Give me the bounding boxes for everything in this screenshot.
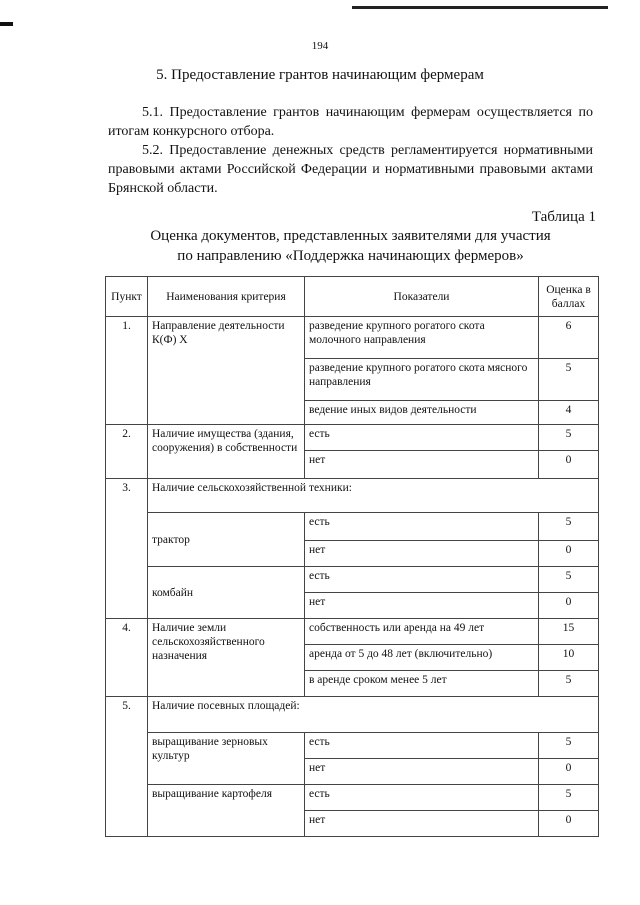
indicator-cell: аренда от 5 до 48 лет (включительно) (305, 645, 539, 671)
paragraph-5-1: 5.1. Предоставление грантов начинающим фермерам осуществляется по итогам конкурсного отбора. (108, 105, 593, 139)
score-cell: 0 (539, 593, 599, 619)
score-cell: 5 (539, 671, 599, 697)
score-cell: 5 (539, 567, 599, 593)
indicator-cell: разведение крупного рогатого скота молочного направления (305, 317, 539, 359)
indicator-cell: есть (305, 785, 539, 811)
section-3-sub-criterion: трактор (148, 513, 305, 567)
top-rule (352, 6, 608, 9)
section-5-sub-criterion: выращивание картофеля (148, 785, 305, 837)
section-1-criterion: Направление деятельности К(Ф) Х (148, 317, 305, 425)
table-row (106, 513, 599, 541)
table-row (106, 479, 599, 513)
table-row (106, 425, 599, 451)
header-score: Оценка в баллах (539, 277, 599, 317)
indicator-cell: ведение иных видов деятельности (305, 401, 539, 425)
score-cell: 15 (539, 619, 599, 645)
table-row (106, 619, 599, 645)
section-3-title: Наличие сельскохозяйственной техники: (148, 479, 599, 513)
section-4-number: 4. (106, 619, 148, 697)
score-cell: 4 (539, 401, 599, 425)
score-cell: 5 (539, 785, 599, 811)
indicator-cell: нет (305, 451, 539, 479)
score-cell: 6 (539, 317, 599, 359)
table-header-row (106, 277, 599, 317)
indicator-cell: есть (305, 567, 539, 593)
section-4-criterion: Наличие земли сельскохозяйственного назначения (148, 619, 305, 697)
section-5-title: Наличие посевных площадей: (148, 697, 599, 733)
indicator-cell: нет (305, 811, 539, 837)
indicator-cell: есть (305, 733, 539, 759)
table-row (106, 697, 599, 733)
section-3-number: 3. (106, 479, 148, 619)
table-title-line-1: Оценка документов, представленных заявителями для участия (150, 228, 551, 244)
indicator-cell: есть (305, 425, 539, 451)
indicator-cell: разведение крупного рогатого скота мясного направления (305, 359, 539, 401)
section-heading: 5. Предоставление грантов начинающим фермерам (156, 67, 484, 83)
section-5-sub-criterion: выращивание зерновых культур (148, 733, 305, 785)
indicator-cell: нет (305, 759, 539, 785)
corner-mark (0, 22, 13, 26)
section-5-number: 5. (106, 697, 148, 837)
indicator-cell: собственность или аренда на 49 лет (305, 619, 539, 645)
score-cell: 5 (539, 513, 599, 541)
section-2-number: 2. (106, 425, 148, 479)
indicator-cell: нет (305, 541, 539, 567)
indicator-cell: нет (305, 593, 539, 619)
section-3-sub-criterion: комбайн (148, 567, 305, 619)
score-cell: 5 (539, 425, 599, 451)
section-1-number: 1. (106, 317, 148, 425)
table-row (106, 785, 599, 811)
score-cell: 10 (539, 645, 599, 671)
header-point: Пункт (106, 277, 148, 317)
page-number: 194 (311, 40, 329, 52)
indicator-cell: есть (305, 513, 539, 541)
indicator-cell: в аренде сроком менее 5 лет (305, 671, 539, 697)
table-title-line-2: по направлению «Поддержка начинающих фермеров» (177, 248, 524, 264)
table-label: Таблица 1 (531, 209, 596, 225)
table-row (106, 317, 599, 359)
paragraph-5-2: 5.2. Предоставление денежных средств регламентируется нормативными правовыми актами Российской Федерации и нормативными правовыми актами Брянской области. (108, 143, 593, 196)
score-cell: 0 (539, 541, 599, 567)
score-cell: 0 (539, 759, 599, 785)
header-criterion: Наименования критерия (148, 277, 305, 317)
evaluation-table (105, 276, 599, 837)
score-cell: 5 (539, 359, 599, 401)
section-2-criterion: Наличие имущества (здания, сооружения) в собственности (148, 425, 305, 479)
table-title (108, 226, 593, 266)
score-cell: 5 (539, 733, 599, 759)
table-row (106, 567, 599, 593)
score-cell: 0 (539, 811, 599, 837)
header-indicators: Показатели (305, 277, 539, 317)
score-cell: 0 (539, 451, 599, 479)
table-row (106, 733, 599, 759)
